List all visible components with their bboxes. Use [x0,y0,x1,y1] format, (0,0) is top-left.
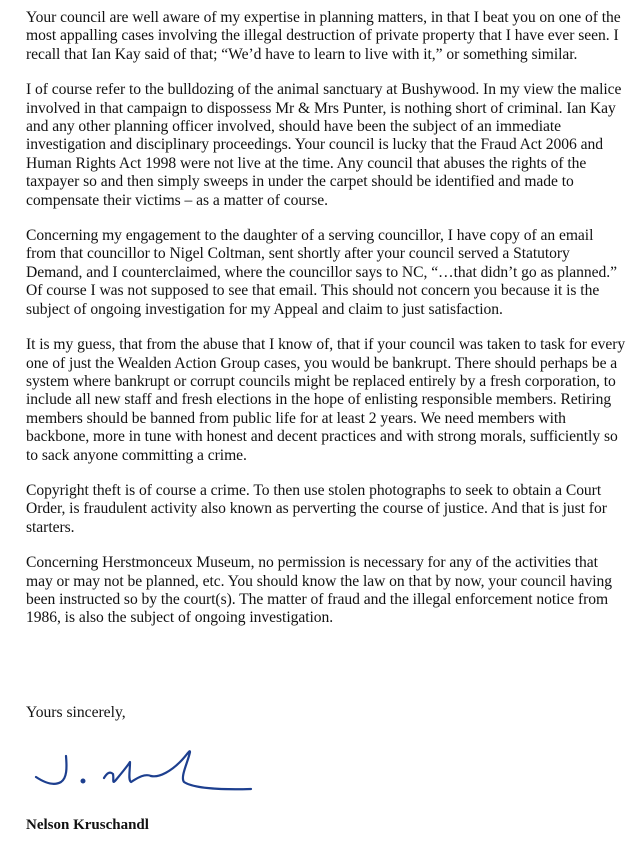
paragraph-copyright: Copyright theft is of course a crime. To then use stolen photographs to seek to obtain a Court Order, is fraudulent activity also known as perverting the course of justice. And that is just for starters. [26,481,607,536]
paragraph-bushywood: I of course refer to the bulldozing of the animal sanctuary at Bushywood. In my view the malice involved in that campaign to dispossess Mr & Mrs Punter, is nothing short of criminal. Ian Kay and any other planning officer involved, should have been the subject of an immediate investigation and disciplinary proceedings. Your council is lucky that the Fraud Act 2006 and Human Rights Act 1998 were not live at the time. Any council that abuses the rights of the taxpayer so and then simply sweeps in under the carpet should be identified and made to compensate their victims – as a matter of course. [26,81,622,209]
paragraph-bankrupt: It is my guess, that from the abuse that I know of, that if your council was taken to task for every one of just the Wealden Action Group cases, you would be bankrupt. There should perhaps be a system where bankrupt or corrupt councils might be replaced entirely by a fresh corporation, to include all new staff and fresh elections in the hope of enlisting responsible members. Retiring members should be banned from public life for at least 2 years. We need members with backbone, more in tune with honest and decent practices and with strong morals, sufficiently so to sack anyone committing a crime. [26,336,626,464]
closing-salutation: Yours sincerely, [26,704,126,721]
paragraph-herstmonceux: Concerning Herstmonceux Museum, no permission is necessary for any of the activities that may or may not be planned, etc. You should know the law on that by now, your council having been instructed so by the court(s). The matter of fraud and the illegal enforcement notice from 1986, is also the subject of ongoing investigation. [26,554,613,627]
paragraph-engagement: Concerning my engagement to the daughter of a serving councillor, I have copy of an email from that councillor to Nigel Coltman, sent shortly after your council served a Statutory Demand, and I counterclaimed, where the councillor says to NC, “…that didn’t go as planned.” Of course I was not supposed to see that email. This should not concern you because it is the subject of ongoing investigation for my Appeal and claim to just satisfaction. [26,227,617,318]
signer-name: Nelson Kruschandl [26,817,149,833]
letter-body [26,9,626,628]
paragraph-expertise: Your council are well aware of my expertise in planning matters, in that I beat you on one of the most appalling cases involving the illegal destruction of private property that I have ever seen. I recall that Ian Kay said of that; “We’d have to learn to live with it,” or something similar. [26,9,621,63]
signature-icon [30,746,260,804]
